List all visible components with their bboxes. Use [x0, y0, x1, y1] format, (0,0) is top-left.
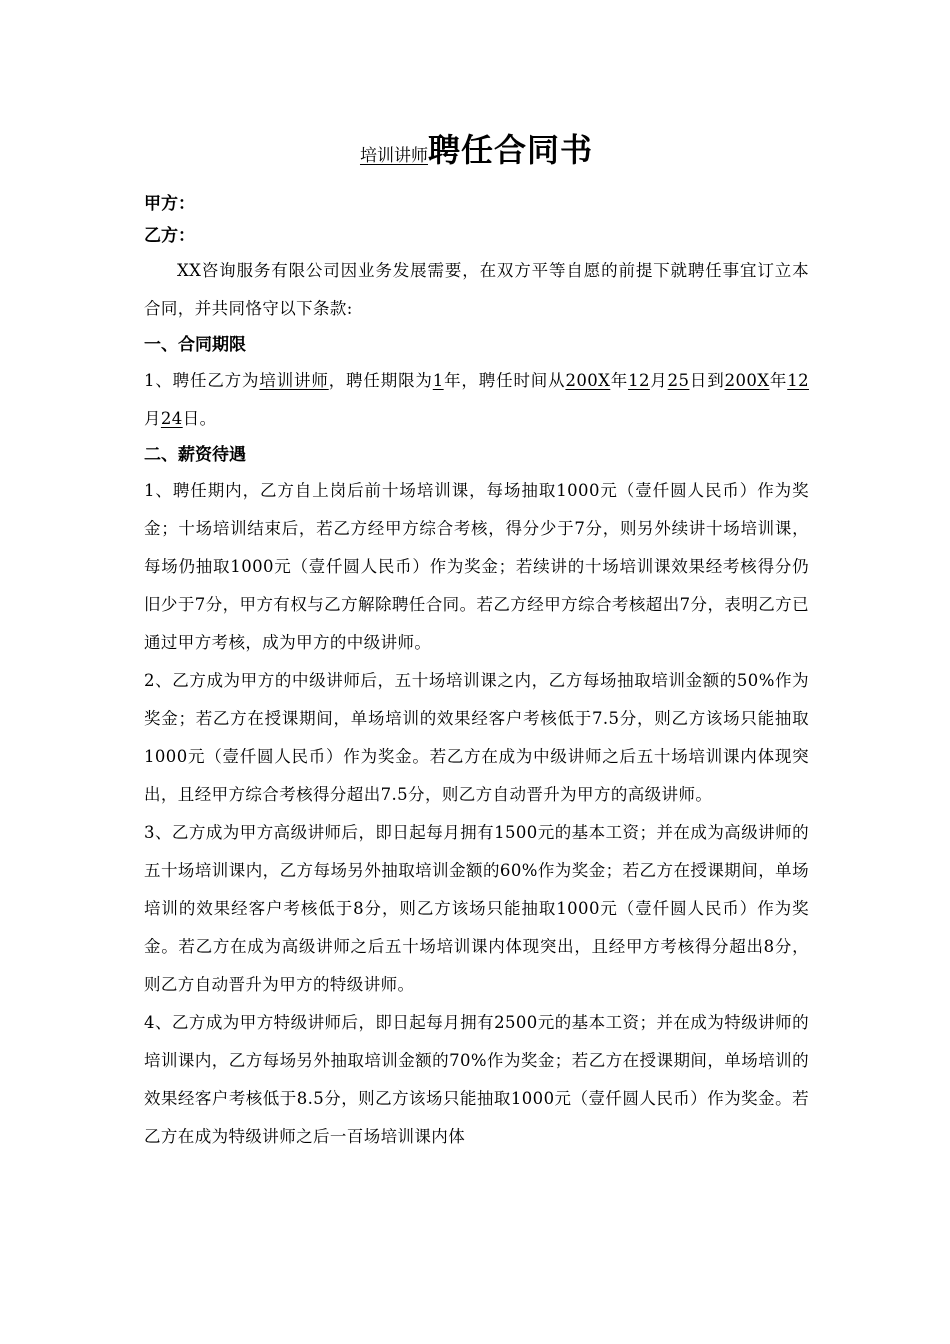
document-page [144, 0, 809, 1156]
intro-paragraph: XX咨询服务有限公司因业务发展需要，在双方平等自愿的前提下就聘任事宜订立本合同，并共同恪守以下条款: [144, 261, 809, 318]
clause-text: 1、聘任乙方为 [144, 371, 260, 390]
section-1-heading: 一、合同期限 [144, 335, 246, 355]
title-prefix: 培训讲师 [359, 146, 428, 166]
term-years-value: 1 [432, 371, 444, 390]
clause-text: 月 [144, 409, 161, 428]
clause-text: ，聘任期限为 [328, 371, 433, 390]
party-a-label: 甲方： [144, 194, 195, 214]
clause-text: 日到 [689, 371, 725, 390]
clause-text: 日。 [182, 409, 217, 428]
end-month-value: 12 [787, 371, 809, 390]
start-day-value: 25 [667, 371, 690, 390]
section-1-clause-1 [144, 362, 809, 438]
position-value: 培训讲师 [259, 371, 329, 390]
section-2-heading: 二、薪资待遇 [144, 445, 246, 465]
clause-text: 年 [769, 371, 788, 390]
party-b-label: 乙方： [144, 226, 195, 246]
section-2-clause-1: 1、聘任期内，乙方自上岗后前十场培训课，每场抽取1000元（壹仟圆人民币）作为奖金；十场培训结束后，若乙方经甲方综合考核，得分少于7分，则另外续讲十场培训课，每场仍抽取1000元（壹仟圆人民币）作为奖金；若续讲的十场培训课效果经考核得分仍旧少于7分，甲方有权与乙方解除聘任合同。若乙方经甲方综合考核超出7分，表明乙方已通过甲方考核，成为甲方的中级讲师。 [144, 481, 809, 652]
clause-text: 年，聘任时间从 [443, 371, 566, 390]
title-main: 聘任合同书 [427, 131, 593, 169]
start-month-value: 12 [628, 371, 650, 390]
section-2-clause-4: 4、乙方成为甲方特级讲师后，即日起每月拥有2500元的基本工资；并在成为特级讲师的培训课内，乙方每场另外抽取培训金额的70%作为奖金；若乙方在授课期间，单场培训的效果经客户考核低于8.5分，则乙方该场只能抽取1000元（壹仟圆人民币）作为奖金。若乙方在成为特级讲师之后一百场培训课内体 [144, 1013, 809, 1146]
section-2-clause-3: 3、乙方成为甲方高级讲师后，即日起每月拥有1500元的基本工资；并在成为高级讲师的五十场培训课内，乙方每场另外抽取培训金额的60%作为奖金；若乙方在授课期间，单场培训的效果经客户考核低于8分，则乙方该场只能抽取1000元（壹仟圆人民币）作为奖金。若乙方在成为高级讲师之后五十场培训课内体现突出，且经甲方考核得分超出8分，则乙方自动晋升为甲方的特级讲师。 [144, 823, 809, 994]
clause-text: 年 [610, 371, 629, 390]
start-year-value: 200X [565, 371, 611, 390]
clause-text: 月 [649, 371, 668, 390]
section-2-clause-2: 2、乙方成为甲方的中级讲师后，五十场培训课之内，乙方每场抽取培训金额的50%作为奖金；若乙方在授课期间，单场培训的效果经客户考核低于7.5分，则乙方该场只能抽取1000元（壹仟圆人民币）作为奖金。若乙方在成为中级讲师之后五十场培训课内体现突出，且经甲方综合考核得分超出7.5分，则乙方自动晋升为甲方的高级讲师。 [144, 671, 809, 804]
end-day-value: 24 [160, 409, 183, 428]
end-year-value: 200X [724, 371, 770, 390]
document-title [144, 128, 809, 172]
